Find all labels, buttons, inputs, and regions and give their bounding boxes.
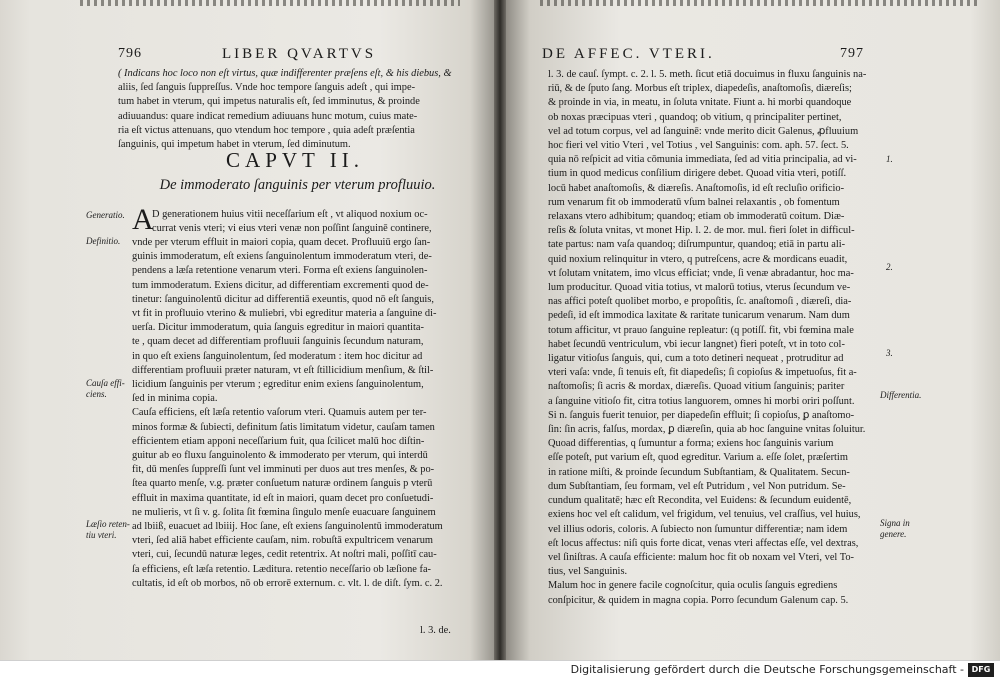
text-line: conſpicitur, & quidem in magna copia. Porro ſecundum Galenum cap. 5. [548,594,849,606]
text-line: ſanguinis, qui impetum habet in vterum, ſed diminutum. [118,139,351,151]
right-page [500,0,1000,660]
text-line: exiens hoc vel eſt calidum, vel frigidum, vel tenuius, vel craſſius, vel huius, [548,509,861,521]
text-line: naſtomoſis; ſi acris & mordax, diæreſis. Quoad vitium ſanguinis; pariter [548,381,845,393]
text-line: efficientem etiam apponi neceſſarium fuit, qua ſcilicet malū hoc diſtin- [132,435,425,447]
text-line: quia nō reſpicit ad vitia cōmunia immediata, ſed ad vitia principalia, ad vi- [548,154,857,166]
margin-note-differentia: Differentia. [880,390,922,400]
left-page-number: 796 [118,46,142,61]
text-line: eſſe poteſt, put varium eſt, quod egreditur. Varium a. eſſe ſolet, præſertim [548,452,848,464]
text-line: D generationem huius vitii neceſſarium eſt , vt aliquod noxium oc- [152,209,428,220]
book-spine [494,0,506,660]
text-line: uerſa. Dicitur immoderatum, quia ſanguis egreditur in maiori quantita- [132,322,425,334]
text-line: tum immoderatum. Exiens dicitur, ad differentiam excrementi quod de- [132,279,429,291]
text-line: ſed in minima copia. [132,393,218,405]
text-line: vt ſolutam vnitatem, imo vlcus efficiat; vnde, ſi venæ abradantur, hoc ma- [548,267,854,279]
text-line: te , quam decet ad differentiam profluuii ſanguinis ſecundum naturam, [132,336,424,348]
text-line: adiuuandus: quare indicat remedium adiuuans hunc motum, cuius mate- [118,110,418,122]
right-page-number: 797 [840,46,864,61]
text-line: nas affici poteſt quolibet morbo, e propoſitis, ſc. anaſtomoſi , diæreſi, dia- [548,296,852,308]
chapter-title: CAPVT II. [226,148,364,172]
text-line: tius, vel Sanguinis. [548,566,628,578]
left-body-first-lines [152,208,458,236]
text-line: ſtea quarto menſe, v.g. præter conſuetum naturæ ordinem ſanguis p vterū [132,478,433,490]
text-line: quid noxium relinquitur in vtero, q putreſcens, acre & mordicans euadit, [548,253,848,265]
text-line: dum Subſtantiam, ſeu formam, vel eſt Putridum , vel Non putridum. Se- [548,480,846,492]
funding-credit: Digitalisierung gefördert durch die Deutsche Forschungsgemeinschaft - [570,663,964,676]
text-line: in ratione miſti, & proinde ſecundum Subſtantiam, & Qualitatem. Secun- [548,466,850,478]
margin-note-1: 1. [886,154,893,164]
text-line: fit, dū menſes ſuppreſſi ſunt vel imminuti per duos aut tres menſes, & po- [132,464,435,476]
text-line: a ſanguine vitioſo fit, citra totius languorem, omnes hi morbi oriri poſſunt. [548,395,855,407]
text-line: vt fit in profluuio vterino & muliebri, vbi egreditur materia a ſanguine di- [132,308,437,320]
text-line: Si n. ſanguis fuerit tenuior, per diapedeſin effluit; ſi copioſus, ꝑ anaſtomo- [548,409,855,421]
margin-note-3: 3. [886,348,893,358]
margin-note-signa: Signa in genere. [880,518,910,539]
text-line: tinetur: ſanguinolentū dicitur ad differentiā exeuntis, quod nō eſt ſanguis, [132,293,434,305]
margin-note-2: 2. [886,262,893,272]
text-line: vteri, cui, ſecundū naturæ leges, cedit retentrix. At noſtri mali, poſſitī cau- [132,549,437,561]
text-line: & proinde in via, in meatu, in ſoluta vnitate. Fiunt a. hi morbi quandoque [548,97,852,109]
text-line: currat venis vteri; vi eius vteri venæ non poſſint ſanguinē continere, [152,223,432,235]
text-line: ſa efficiens, eſt læſa retentio. Læditura. retentio neceſſario ob læſione fa- [132,563,432,575]
text-line: l. 3. de cauſ. ſympt. c. 2. l. 5. meth. ſicut etiā docuimus in fluxu ſanguinis na- [548,69,867,80]
text-line: riū, & de ſputo ſang. Morbus eſt triplex, diapedeſis, anaſtomoſis, diæreſis; [548,83,852,95]
chapter-subtitle: De immoderato ſanguinis per vterum profluuio. [159,177,436,193]
text-line: aliis, ſed ſanguis ſuppreſſus. Vnde hoc tempore ſanguis adeſt , qui impe- [118,82,416,94]
text-line: guitur ab eo fluxu ſanguinolento & immoderato per vterum, qui interdū [132,450,428,462]
right-body-paragraph [548,68,880,608]
text-line: pendens a læſa retentione venarum vteri. Forma eſt exiens ſanguinolen- [132,265,428,277]
margin-note-laesio: Læſio reten-tiu vteri. [86,519,130,540]
text-line: ad lbiiß, euacuet ad lbiiij. Hoc ſane, eſt exiens ſanguinolentū immoderatum [132,521,443,533]
margin-note-causa: Cauſa effi-ciens. [86,378,125,399]
text-line: ne mulieris, vt ſi v. g. ſolita ſit fœmina ſingulo menſe euacuare ſanguinem [132,506,436,518]
text-line: locū habet anaſtomoſis, & diæreſis. Anaſtomoſis, id eſt recluſio orificio- [548,182,845,194]
text-line: ligatur vitioſus ſanguis, qui, cum a toto detineri nequeat , protruditur ad [548,353,844,365]
text-line: guinis immoderatum, eſt exiens ſanguinolentum immoderatum vteri, de- [132,251,432,263]
text-line: rum venarum fit ob immoderatū vſum balnei relaxantis , ob fomentum [548,196,840,208]
dfg-logo: DFG [968,663,994,677]
text-line: ria eſt victus attenuans, quo vtendum hoc tempore , quia adeſt præſentia [118,124,415,136]
text-line: tate partus: nam vaſa quandoq; diſrumpuntur, quandoq; etiā in partu ali- [548,239,846,251]
margin-note-definitio: Definitio. [86,236,121,246]
left-page [0,0,500,660]
text-line: hoc fieri vel vitio Vteri , vel Totius , vel Sanguinis: com. aph. 57. ſect. 5. [548,140,849,152]
text-line: vel ſiniſtras. A cauſa efficiente: malum hoc fit ob noxam vel Vteri, vel To- [548,551,855,563]
text-line: ( Indicans hoc loco non eſt virtus, quæ indifferenter præſens eſt, & his diebus, & [118,68,452,79]
text-line: reſis & ſoluta vnitas, vt monet Hip. l. 2. de mor. mul. fieri ſolet in difficul- [548,225,855,237]
text-line: totum afficitur, vt prauo ſanguine repleatur: (q potiſſ. fit, vbi fœmina male [548,324,854,336]
text-line: ob noxas præcipuas vteri , quandoq; ob vitium, q principaliter pertinet, [548,111,842,123]
text-line: vnde per vterum effluit in maiori copia, quam decet. Profluuiū ergo ſan- [132,237,431,248]
left-intro-paragraph [118,67,456,152]
text-line: vel ad totum corpus, vel ad ſanguinē: vnde merito dicit Galenus, ꝓfluuium [548,125,859,137]
text-line: eſt locus affectus: niſi quis forte dicat, venas vteri affectas eſſe, vel dextras, [548,537,859,549]
text-line: tium in quod medicus conſilium dirigere debet. Quoad vitia vteri, potiſſ. [548,168,847,180]
text-line: habet ſecundū ventriculum, vbi iecur langnet) fieri poteſt, vt in toto col- [548,338,845,350]
text-line: relaxans vtero adhibitum; quandoq; etiam ob immoderatū coitum. Diæ- [548,211,845,223]
text-line: licidium ſanguinis per vterum ; egreditur enim exiens ſanguinolentum, [132,379,424,391]
left-catchword [420,624,460,638]
page-edge-decoration [540,0,980,6]
text-line: ſin: ſin acris, falſus, mordax, ꝑ diæreſin, quia ab hoc ſanguine vnitas ſoluitur. [548,424,866,436]
text-line: cundum qualitatē; hæc eſt Recondita, vel Euidens: & ſecundum euidentē, [548,495,852,507]
text-line: tum habet in vterum, qui impetus naturalis eſt, ſed imminutus, & proinde [118,96,420,108]
left-running-head: LIBER QVARTVS [222,46,377,62]
text-line: Cauſa efficiens, eſt læſa retentio vaſorum vteri. Quamuis autem per ter- [132,407,427,419]
right-running-head: DE AFFEC. VTERI. [542,46,715,62]
text-line: Malum hoc in genere facile cognoſcitur, quia oculis ſanguis egrediens [548,580,838,592]
text-line: in quo eſt exiens ſanguinolentum, ſed moderatum : item hoc dicitur ad [132,350,423,362]
drop-cap-initial: A [132,203,154,236]
text-line: vel illius odoris, coloris. A ſubiecto non ſumuntur differentiæ; nam idem [548,523,848,535]
text-line: differentiam profluuii præter naturam, vt eſt ſtillicidium menſium, & ſtil- [132,364,434,376]
text-line: vteri, ſed aliā habet efficiente cauſam, nim. robuſtā expultricem venarum [132,535,434,547]
text-line: cultatis, id eſt ob morbos, nō ob errorē externum. c. vlt. l. de diſt. ſym. c. 2. [132,577,443,589]
footer-bar [0,660,1000,680]
catchword: l. 3. de. [420,625,451,636]
left-body-paragraph [132,236,458,591]
text-line: pedeſi, id eſt immodica laxitate & raritate tunicarum venarum. Nam dum [548,310,850,322]
text-line: Quoad differentias, q ſumuntur a forma; exiens hoc ſanguinis varium [548,438,834,450]
text-line: vteri vaſa: vnde, ſi tenuis eſt, fit diapedeſis; ſi copioſus & impetuoſus, fit a- [548,367,857,379]
text-line: lum producitur. Quoad vitia totius, vt malorū totius, vterus ſecundum ve- [548,282,851,294]
page-edge-decoration [80,0,460,6]
text-line: effluit in maxima quantitate, id eſt in maiori, quam decet pro conſuetudi- [132,492,434,504]
margin-note-generatio: Generatio. [86,210,125,220]
text-line: minos formæ & ſubiecti, definitum ſatis limitatum videtur, cauſam tamen [132,421,435,433]
